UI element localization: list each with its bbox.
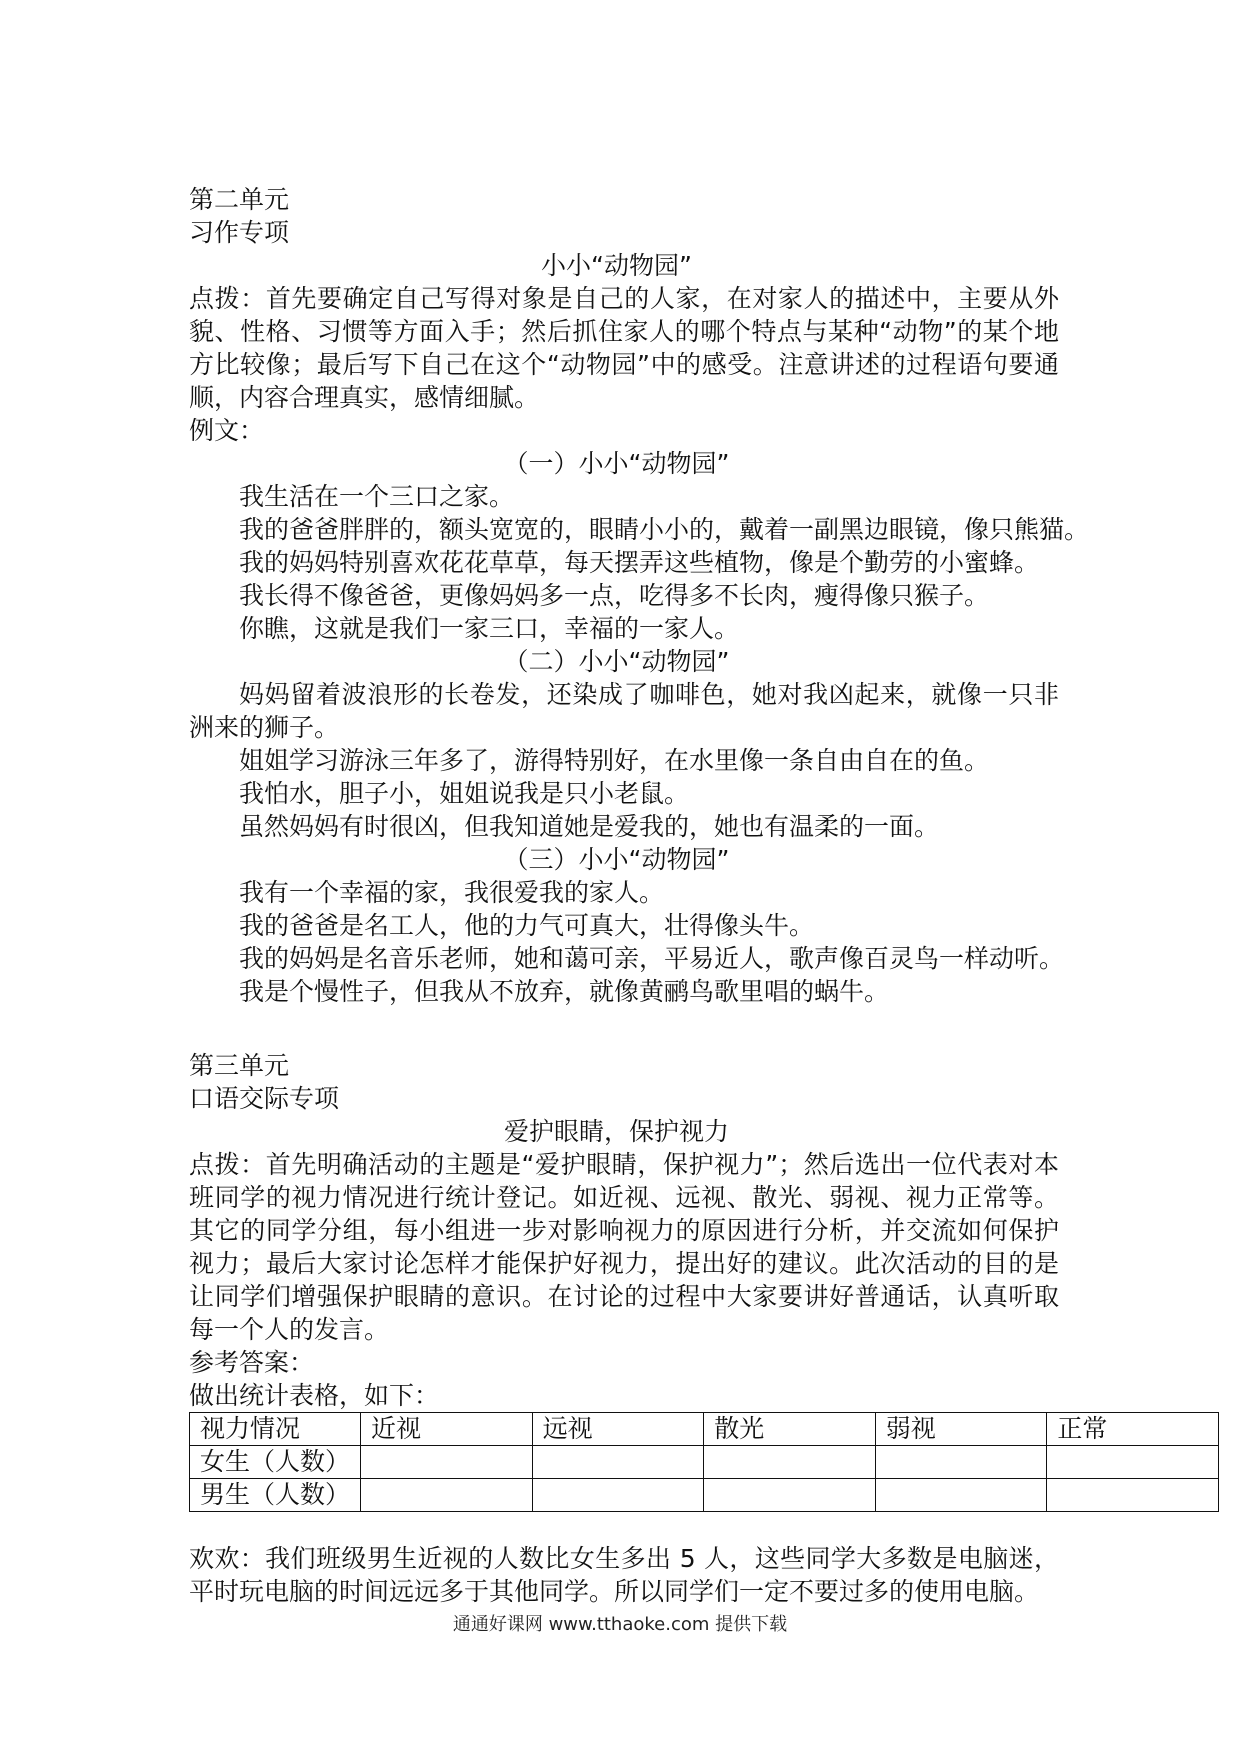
table-cell (875, 1479, 1047, 1512)
essay-2-title: （二）小小“动物园” (503, 647, 730, 676)
table-cell (532, 1446, 704, 1479)
table-cell (1047, 1479, 1219, 1512)
table-header-cell: 正常 (1047, 1413, 1219, 1446)
table-row-label: 女生（人数） (190, 1446, 361, 1479)
table-cell (532, 1479, 704, 1512)
essay-2-paragraph: 我怕水，胆子小，姐姐说我是只小老鼠。 (239, 779, 690, 808)
essay-3-paragraph: 我有一个幸福的家，我很爱我的家人。 (239, 878, 665, 907)
table-header-cell: 弱视 (875, 1413, 1047, 1446)
essay-1-paragraph: 我的妈妈特别喜欢花花草草，每天摆弄这些植物，像是个勤劳的小蜜蜂。 (239, 548, 1040, 577)
table-cell (361, 1479, 533, 1512)
table-cell (704, 1446, 876, 1479)
essay-3-paragraph: 我的妈妈是名音乐老师，她和蔼可亲，平易近人，歌声像百灵鸟一样动听。 (239, 944, 1065, 973)
table-header-cell: 近视 (361, 1413, 533, 1446)
essay-3-title: （三）小小“动物园” (503, 845, 730, 874)
essay-2-paragraph: 妈妈留着波浪形的长卷发，还染成了咖啡色，她对我凶起来，就像一只非洲来的狮子。 (189, 680, 1059, 742)
essay-2-paragraph: 姐姐学习游泳三年多了，游得特别好，在水里像一条自由自在的鱼。 (239, 746, 990, 775)
table-header-cell: 散光 (704, 1413, 876, 1446)
footer-credit: 通通好课网 www.tthaoke.com 提供下载 (452, 1614, 788, 1635)
table-cell (875, 1446, 1047, 1479)
essay-1-paragraph: 我长得不像爸爸，更像妈妈多一点，吃得多不长肉，瘦得像只猴子。 (239, 581, 990, 610)
unit3-subheading: 口语交际专项 (189, 1084, 340, 1113)
essay-3-paragraph: 我的爸爸是名工人，他的力气可真大，壮得像头牛。 (239, 911, 815, 940)
table-cell (361, 1446, 533, 1479)
table-intro: 做出统计表格，如下： (189, 1381, 440, 1410)
essay-1-paragraph: 你瞧，这就是我们一家三口，幸福的一家人。 (239, 614, 740, 643)
essay-3-paragraph: 我是个慢性子，但我从不放弃，就像黄鹂鸟歌里唱的蜗牛。 (239, 977, 890, 1006)
document-body (189, 183, 1229, 1608)
section-spacer (189, 1008, 1229, 1049)
table-row (190, 1479, 1219, 1512)
vision-stats-table (189, 1412, 1219, 1512)
essay-1-paragraph: 我的爸爸胖胖的，额头宽宽的，眼睛小小的，戴着一副黑边眼镜，像只熊猫。 (239, 515, 1090, 544)
example-label: 例文： (189, 416, 265, 445)
table-spacer (189, 1512, 1229, 1542)
answer-label: 参考答案： (189, 1348, 315, 1377)
table-row (190, 1446, 1219, 1479)
table-header-cell: 远视 (532, 1413, 704, 1446)
unit3-tip: 点拨：首先明确活动的主题是“爱护眼睛，保护视力”；然后选出一位代表对本班同学的视力情况进行统计登记。如近视、远视、散光、弱视、视力正常等。其它的同学分组，每小组进一步对影响视力的原因进行分析，并交流如何保护视力；最后大家讨论怎样才能保护好视力，提出好的建议。此次活动的目的是让同学们增强保护眼睛的意识。在讨论的过程中大家要讲好普通话，认真听取每一个人的发言。 (189, 1150, 1059, 1344)
unit2-heading: 第二单元 (189, 185, 290, 214)
essay-2-paragraph: 虽然妈妈有时很凶，但我知道她是爱我的，她也有温柔的一面。 (239, 812, 940, 841)
table-row-label: 男生（人数） (190, 1479, 361, 1512)
table-header-row (190, 1413, 1219, 1446)
essay-1-paragraph: 我生活在一个三口之家。 (239, 482, 515, 511)
table-cell (1047, 1446, 1219, 1479)
unit3-title: 爱护眼睛，保护视力 (503, 1117, 729, 1146)
unit2-tip: 点拨：首先要确定自己写得对象是自己的人家，在对家人的描述中，主要从外貌、性格、习惯等方面入手；然后抓住家人的哪个特点与某种“动物”的某个地方比较像；最后写下自己在这个“动物园”中的感受。注意讲述的过程语句要通顺，内容合理真实，感情细腻。 (189, 284, 1059, 412)
table-header-cell: 视力情况 (190, 1413, 361, 1446)
conclusion-text: 欢欢：我们班级男生近视的人数比女生多出 5 人，这些同学大多数是电脑迷，平时玩电脑的时间远远多于其他同学。所以同学们一定不要过多的使用电脑。 (189, 1544, 1059, 1606)
unit2-subheading: 习作专项 (189, 218, 290, 247)
unit3-heading: 第三单元 (189, 1051, 290, 1080)
essay-1-title: （一）小小“动物园” (503, 449, 730, 478)
unit2-title: 小小“动物园” (541, 251, 692, 280)
table-cell (704, 1479, 876, 1512)
